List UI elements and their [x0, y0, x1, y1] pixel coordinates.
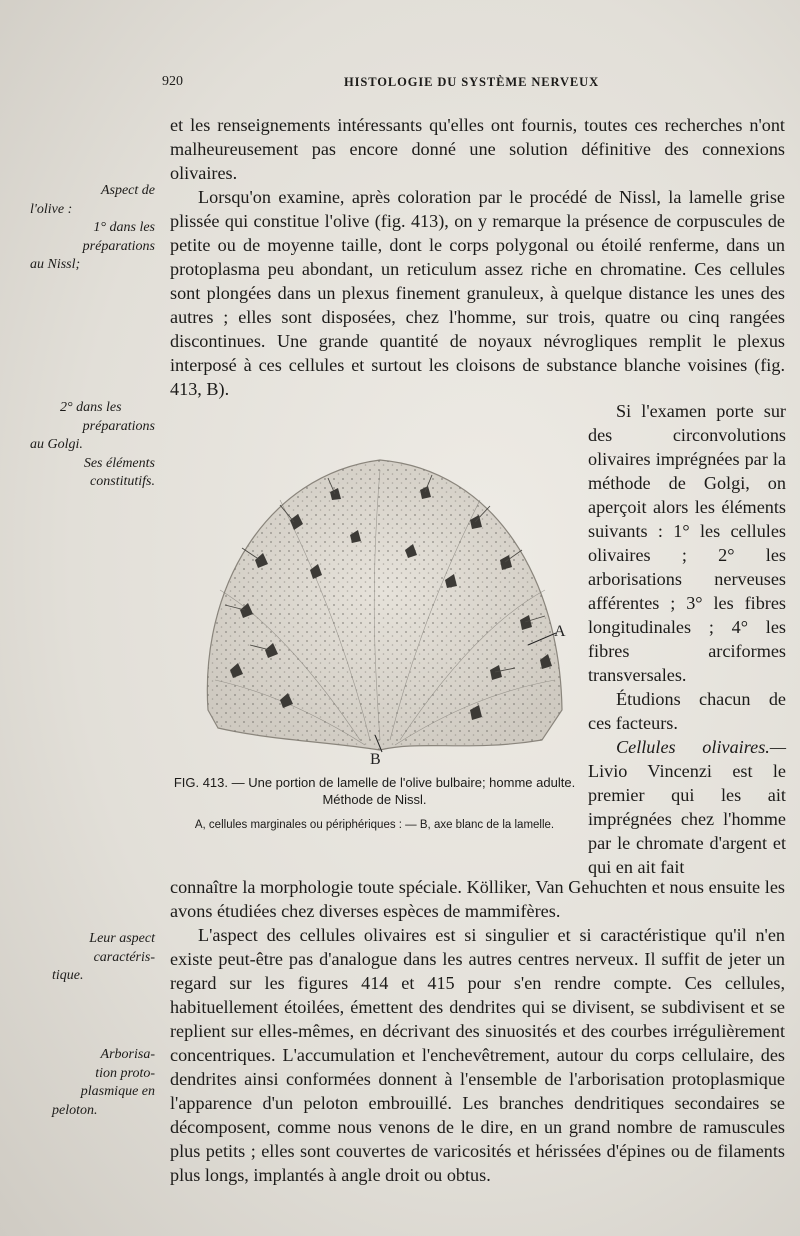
margin-note-line: tion proto- — [95, 1065, 155, 1081]
margin-note-line: 2° dans les — [60, 400, 122, 415]
running-title: HISTOLOGIE DU SYSTÈME NERVEUX — [344, 75, 599, 89]
paragraph: connaître la morphologie toute spéciale. Kölliker, Van Gehuchten et nous ensuite les avons étudiées chez diverses espèces de mammifères. — [170, 877, 785, 921]
main-text-top — [170, 113, 785, 401]
margin-note-line: 1° dans les — [93, 220, 155, 235]
margin-note-line: préparations — [82, 238, 155, 254]
figure-label-a: A — [554, 623, 566, 640]
figure-413 — [170, 440, 580, 770]
margin-note-aspect — [30, 930, 155, 986]
margin-note-line: Ses éléments — [83, 455, 155, 471]
paragraph: Si l'examen porte sur des circonvolutions olivaires imprégnées par la méthode de Golgi, on aperçoit alors les éléments suivants : 1° les cellules olivaires ; 2° les arborisations nerveuses afférentes ; 3° les fibres longitudinales ; 4° les fibres arciformes transversales. — [588, 401, 786, 685]
margin-note-line: préparations — [82, 418, 155, 434]
margin-note-line: peloton. — [52, 1102, 98, 1118]
figure-label-b: B — [370, 751, 381, 768]
margin-note-line: Leur aspect — [89, 931, 155, 946]
margin-note-line: l'olive : — [30, 201, 73, 217]
margin-note-line: au Golgi. — [30, 437, 83, 452]
margin-note-line: plasmique en — [80, 1084, 155, 1099]
margin-note-line: Aspect de — [100, 183, 155, 198]
paragraph: L'aspect des cellules olivaires est si singulier et si caractéristique qu'il n'en existe peut-être pas d'analogue dans les autres centres nerveux. Il suffit de jeter un regard sur les figures 414 et 415 pour s'en rendre compte. Ces cellules, habituellement étoilées, émettent des dendrites qui se divisent, se subdivisent et se replient sur elles-mêmes, en décrivant des sinuosités et des courbes irrégulièrement concentriques. L'accumulation et l'enchevêtrement, autour du corps cellulaire, des dendrites ainsi conformées donnent à l'ensemble de l'arborisation protoplasmique l'apparence d'un peloton embrouillé. Les branches dendritiques secondaires se décomposent, comme nous venons de le dire, en un grand nombre de ramuscules plus petits ; elles sont couvertes de varicosités et hérissées d'épines ou de filaments plus longs, implantés à angle droit ou obtus. — [170, 925, 785, 1185]
section-heading: Cellules olivaires.— — [616, 737, 786, 757]
right-column-text — [588, 399, 786, 879]
paragraph-text: Livio Vincenzi est le premier qui les ait imprégnées chez l'homme par le chromate d'argent et qui en ait fait — [588, 761, 786, 877]
paragraph — [588, 735, 786, 879]
margin-note-peloton — [30, 1046, 155, 1120]
main-text-bottom — [170, 875, 785, 1187]
margin-note-line: tique. — [52, 968, 84, 983]
margin-note-line: au Nissl; — [30, 257, 81, 272]
paragraph: Étudions chacun de ces facteurs. — [588, 689, 786, 733]
olive-lamella-illustration — [170, 440, 580, 770]
margin-note-golgi — [30, 399, 155, 492]
running-header — [0, 74, 800, 94]
margin-note-olive-nissl — [30, 182, 155, 275]
paragraph: et les renseignements intéressants qu'elles ont fournis, toutes ces recherches n'ont malheureusement pas encore donné une solution définitive des connexions olivaires. — [170, 115, 785, 183]
page-number: 920 — [162, 74, 183, 89]
caption-title: FIG. 413. — Une portion de lamelle de l'olive bulbaire; homme adulte. Méthode de Nissl. — [173, 775, 576, 807]
margin-note-line: constitutifs. — [90, 474, 155, 489]
caption-legend: A, cellules marginales ou périphériques : — B, axe blanc de la lamelle. — [194, 819, 555, 831]
paragraph: Lorsqu'on examine, après coloration par le procédé de Nissl, la lamelle grise plissée qui constitue l'olive (fig. 413), on y remarque la présence de corpuscules de petite ou de moyenne taille, dont le corps polygonal ou étoilé renferme, dans un protoplasma peu abondant, un reticulum assez riche en chromatine. Ces cellules sont plongées dans un plexus finement granuleux, à quelque distance les unes des autres ; elles sont disposées, chez l'homme, sur trois, quatre ou cinq rangées discontinues. Une grande quantité de noyaux névrogliques remplit le plexus interposé à ces cellules et surtout les cloisons de substance blanche voisines (fig. 413, B). — [170, 187, 785, 399]
figure-caption — [172, 774, 577, 833]
margin-note-line: Arborisa- — [100, 1047, 155, 1062]
margin-note-line: caractéris- — [93, 949, 155, 965]
